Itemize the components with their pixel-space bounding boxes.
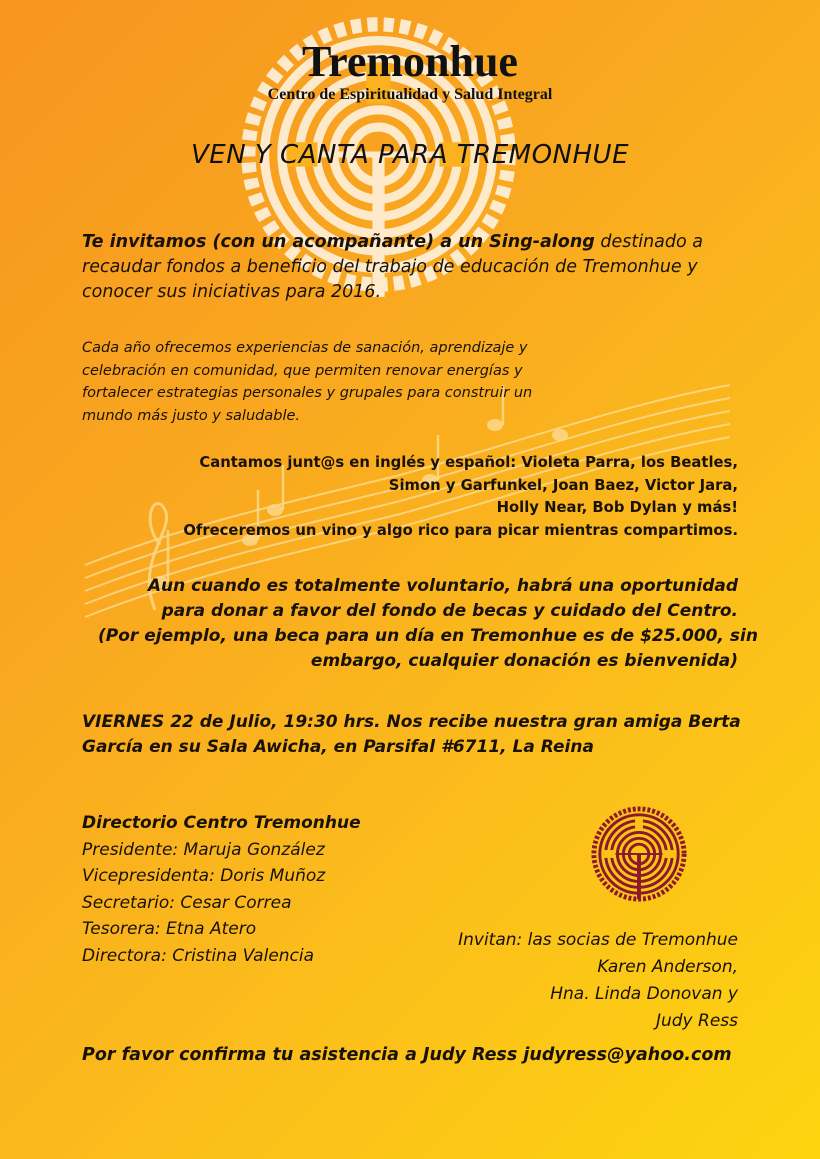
directory-member: Directora: Cristina Valencia: [82, 945, 315, 966]
hosts-line: Hna. Linda Donovan y: [550, 984, 738, 1004]
mission-line: mundo más justo y saludable.: [82, 407, 301, 424]
intro-bold: Te invitamos (con un acompañante) a un Sing-along: [82, 232, 595, 252]
songs-line: Simon y Garfunkel, Joan Baez, Victor Jara,: [388, 476, 738, 494]
brand-title: Tremonhue: [302, 37, 518, 86]
invitation-intro: [82, 230, 742, 305]
event-line: VIERNES 22 de Julio, 19:30 hrs. Nos recibe nuestra gran amiga Berta: [82, 712, 741, 732]
songs-line: Cantamos junt@s en inglés y español: Violeta Parra, los Beatles,: [199, 454, 738, 471]
directory-member: Secretario: Cesar Correa: [82, 892, 292, 913]
intro-line-3: conocer sus iniciativas para 2016.: [82, 282, 382, 302]
event-line: García en su Sala Awicha, en Parsifal #6711, La Reina: [82, 737, 594, 757]
songs-line: Ofreceremos un vino y algo rico para picar mientras compartimos.: [183, 521, 738, 539]
songs-block: [178, 452, 738, 542]
rsvp-line: Por favor confirma tu asistencia a Judy Ress judyress@yahoo.com: [82, 1045, 732, 1065]
mission-line: celebración en comunidad, que permiten renovar energías y: [82, 362, 523, 379]
intro-line-2: recaudar fondos a beneficio del trabajo de educación de Tremonhue y: [82, 257, 698, 277]
donation-line: para donar a favor del fondo de becas y cuidado del Centro.: [161, 601, 738, 621]
donation-block: [98, 574, 758, 674]
intro-line-1: [82, 230, 742, 255]
hosts-line: Invitan: las socias de Tremonhue: [458, 930, 738, 950]
intro-rest: destinado a: [594, 232, 704, 252]
mission-line: fortalecer estrategias personales y grupales para construir un: [82, 385, 533, 401]
donation-line: Aun cuando es totalmente voluntario, habrá una oportunidad: [147, 576, 738, 596]
donation-line: (Por ejemplo, una beca para un día en Tremonhue es de $25.000, sin: [98, 626, 758, 646]
mission-statement: [82, 337, 582, 427]
hosts-line: Judy Ress: [655, 1011, 738, 1031]
hosts-block: [418, 927, 738, 1035]
donation-line: embargo, cualquier donación es bienvenida): [310, 651, 738, 671]
event-details: [82, 710, 742, 760]
event-headline: VEN Y CANTA PARA TREMONHUE: [190, 140, 630, 170]
directory-member: Tesorera: Etna Atero: [82, 919, 257, 939]
directory-member: Presidente: Maruja González: [82, 839, 325, 860]
directory-list: [82, 810, 412, 969]
brand-tagline: Centro de Espiritualidad y Salud Integral: [267, 86, 553, 103]
directory-member: Vicepresidenta: Doris Muñoz: [82, 866, 326, 886]
mission-line: Cada año ofrecemos experiencias de sanación, aprendizaje y: [82, 340, 528, 356]
directory-heading: Directorio Centro Tremonhue: [82, 813, 361, 833]
labyrinth-logo-icon: [590, 805, 688, 903]
hosts-line: Karen Anderson,: [597, 957, 738, 977]
songs-line: Holly Near, Bob Dylan y más!: [496, 499, 738, 516]
